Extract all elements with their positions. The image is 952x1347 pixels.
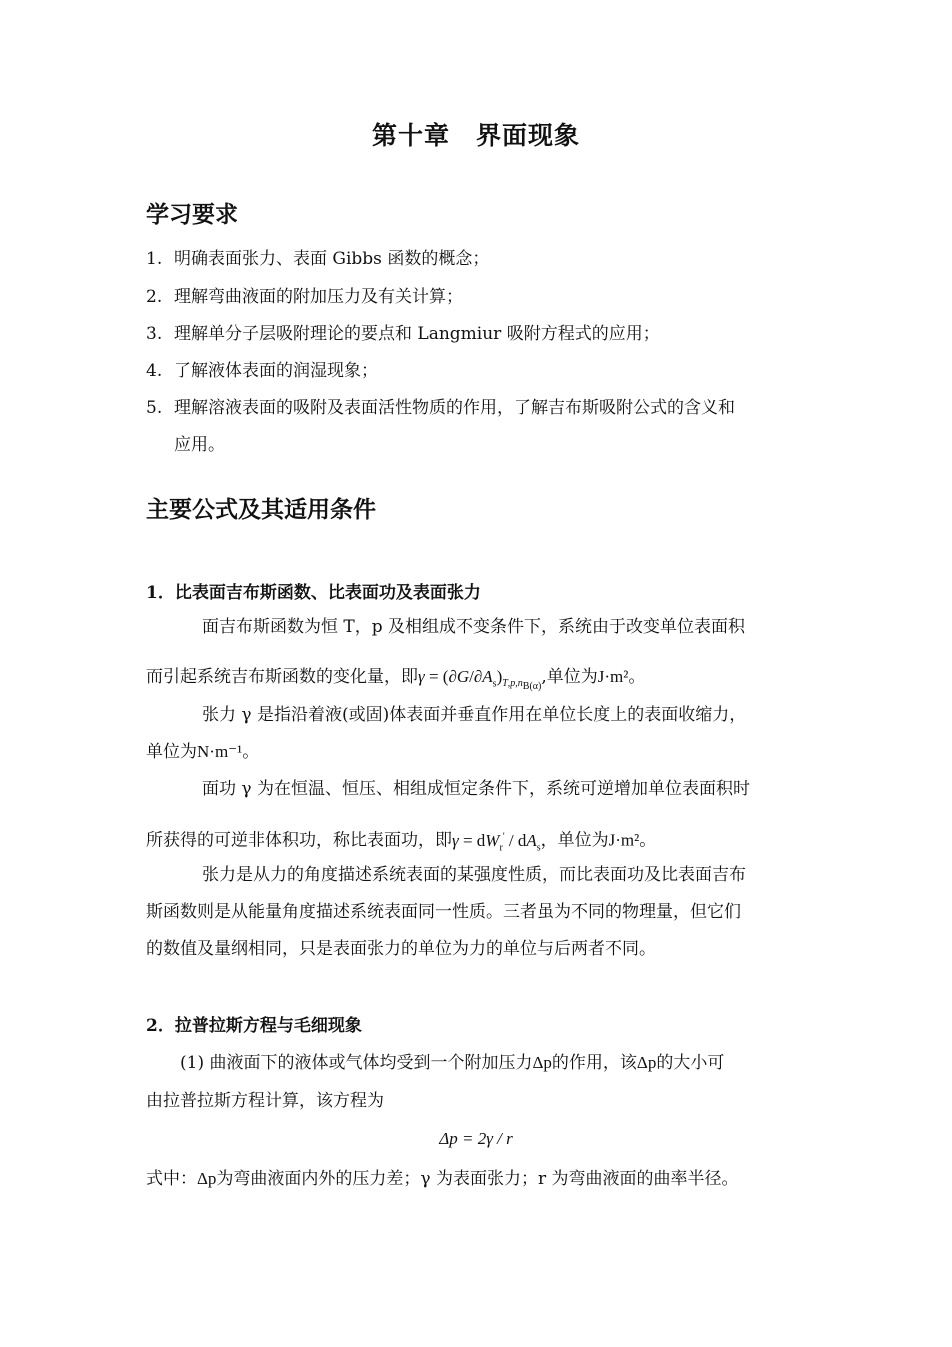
chapter-number: 第十章 [371, 121, 450, 150]
list-item: 1. 明确表面张力、表面 Gibbs 函数的概念； [146, 249, 490, 269]
formula-gamma-gibbs: $\gamma = (\partial G/\partial A_s)_{T,p,n_{B(\alpha)}}$ [418, 667, 542, 693]
paragraph-line: 张力是从力的角度描述系统表面的某强度性质，而比表面功及比表面吉布 [202, 865, 746, 885]
list-item: 3. 理解单分子层吸附理论的要点和 Langmiur 吸附方程式的应用； [146, 324, 660, 344]
chapter-name: 界面现象 [476, 121, 581, 150]
heading-learning-requirements: 学习要求 [146, 201, 238, 228]
laplace-equation: Δp = 2γ / r [439, 1129, 513, 1148]
paragraph-line: 单位为N·m⁻¹。 [146, 742, 260, 762]
paragraph-line: 而引起系统吉布斯函数的变化量，即$\gamma = (\partial G/\partial A_s)_{T,p,n_{B(\alpha)}}$,单位为J·m²。 [146, 667, 646, 693]
formula-dp: Δp [197, 1169, 217, 1188]
paragraph-line: 由拉普拉斯方程计算，该方程为 [146, 1091, 384, 1111]
list-item: 4. 了解液体表面的润湿现象； [146, 361, 378, 381]
formula-gamma-work: $\gamma = dW_r' / dA_s$ [452, 830, 541, 854]
formula-dp: Δp [636, 1053, 657, 1072]
list-item-continuation: 应用。 [174, 435, 225, 455]
heading-main-formulas: 主要公式及其适用条件 [146, 496, 376, 523]
unit-j-m2: J·m² [608, 830, 640, 850]
formula-dp: Δp [532, 1053, 552, 1072]
unit-j-m2: J·m² [597, 667, 629, 686]
list-item: 2. 理解弯曲液面的附加压力及有关计算； [146, 287, 463, 307]
paragraph-line: 斯函数则是从能量角度描述系统表面同一性质。三者虽为不同的物理量，但它们 [146, 902, 741, 922]
paragraph-line: 面功 γ 为在恒温、恒压、相组成恒定条件下，系统可逆增加单位表面积时 [202, 779, 750, 799]
paragraph-line: 所获得的可逆非体积功，称比表面功，即$\gamma = dW_r' / dA_s$，单位为J·m²。 [146, 830, 657, 854]
paragraph-line: 张力 γ 是指沿着液(或固)体表面并垂直作用在单位长度上的表面收缩力， [202, 705, 747, 725]
paragraph-line: 式中：Δp为弯曲液面内外的压力差；γ 为表面张力；r 为弯曲液面的曲率半径。 [146, 1169, 739, 1189]
chapter-title [0, 116, 952, 152]
list-item: 5. 理解溶液表面的吸附及表面活性物质的作用，了解吉布斯吸附公式的含义和 [146, 398, 735, 418]
subheading-surface-gibbs: 1．比表面吉布斯函数、比表面功及表面张力 [146, 583, 481, 603]
unit-n-m: N·m⁻¹ [197, 742, 243, 761]
subheading-laplace: 2．拉普拉斯方程与毛细现象 [146, 1016, 362, 1036]
paragraph-line: 的数值及量纲相同，只是表面张力的单位为力的单位与后两者不同。 [146, 939, 656, 959]
paragraph-line: (1) 曲液面下的液体或气体均受到一个附加压力Δp的作用，该Δp的大小可 [180, 1053, 725, 1073]
paragraph-line: 面吉布斯函数为恒 T，p 及相组成不变条件下，系统由于改变单位表面积 [202, 617, 746, 637]
